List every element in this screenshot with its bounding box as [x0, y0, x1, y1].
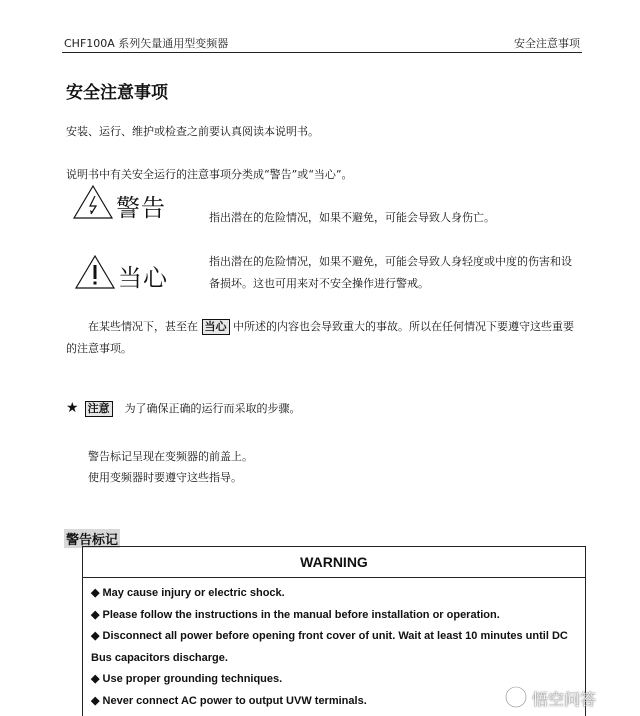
caution-boxed-label: 当心 [202, 319, 230, 335]
star-icon: ★ [66, 400, 79, 416]
classification-paragraph: 说明书中有关安全运行的注意事项分类成“警告”或“当心”。 [66, 168, 353, 181]
warning-item: ◆ Disconnect all power before opening front cover of unit. Wait at least 10 minutes until DC Bus capacitors discharge. [91, 630, 568, 664]
wukong-logo-icon [504, 685, 528, 709]
warning-box-title: WARNING [83, 547, 585, 578]
exclamation-triangle-icon [74, 254, 116, 290]
page-header [62, 34, 582, 53]
caution-paragraph [66, 316, 582, 360]
warning-sign-label: 警告 [116, 194, 166, 222]
caution-sign-label: 当心 [118, 264, 168, 292]
watermark [504, 683, 630, 711]
warning-marks-heading: 警告标记 [64, 529, 120, 548]
high-voltage-triangle-icon [72, 184, 114, 220]
intro-paragraph: 安装、运行、维护或检查之前要认真阅读本说明书。 [66, 125, 319, 138]
note-boxed-label: 注意 [85, 401, 113, 417]
watermark-text: 悟空问答 [532, 690, 597, 709]
warning-item: ◆ May cause injury or electric shock. [91, 587, 285, 599]
warning-item: ◆ Never connect AC power to output UVW terminals. [91, 694, 367, 707]
caution-paragraph-before: 在某些情况下，甚至在 [88, 320, 198, 333]
note-line: 使用变频器时要遵守这些指导。 [88, 471, 242, 484]
caution-paragraph-after: 中所述的内容也会导致重大的事故。所以在任何情况下要遵守这些重要的注意事项。 [66, 320, 574, 355]
header-manual-title: CHF100A 系列矢量通用型变频器 [64, 37, 229, 50]
page-title: 安全注意事项 [66, 83, 168, 103]
warning-item: ◆ Use proper grounding techniques. [91, 673, 283, 685]
note-text: 为了确保正确的运行而采取的步骤。 [124, 402, 301, 415]
note-line: 警告标记呈现在变频器的前盖上。 [88, 450, 253, 463]
caution-description: 指出潜在的危险情况，如果不避免，可能会导致人身轻度或中度的伤害和设备损坏。这也可用来对不安全操作进行警戒。 [209, 255, 572, 290]
note-row [66, 400, 301, 417]
warning-description: 指出潜在的危险情况，如果不避免，可能会导致人身伤亡。 [209, 211, 495, 224]
header-section-name: 安全注意事项 [514, 37, 580, 50]
note-lines [88, 446, 253, 488]
warning-item: ◆ Please follow the instructions in the manual before installation or operation. [91, 608, 500, 621]
